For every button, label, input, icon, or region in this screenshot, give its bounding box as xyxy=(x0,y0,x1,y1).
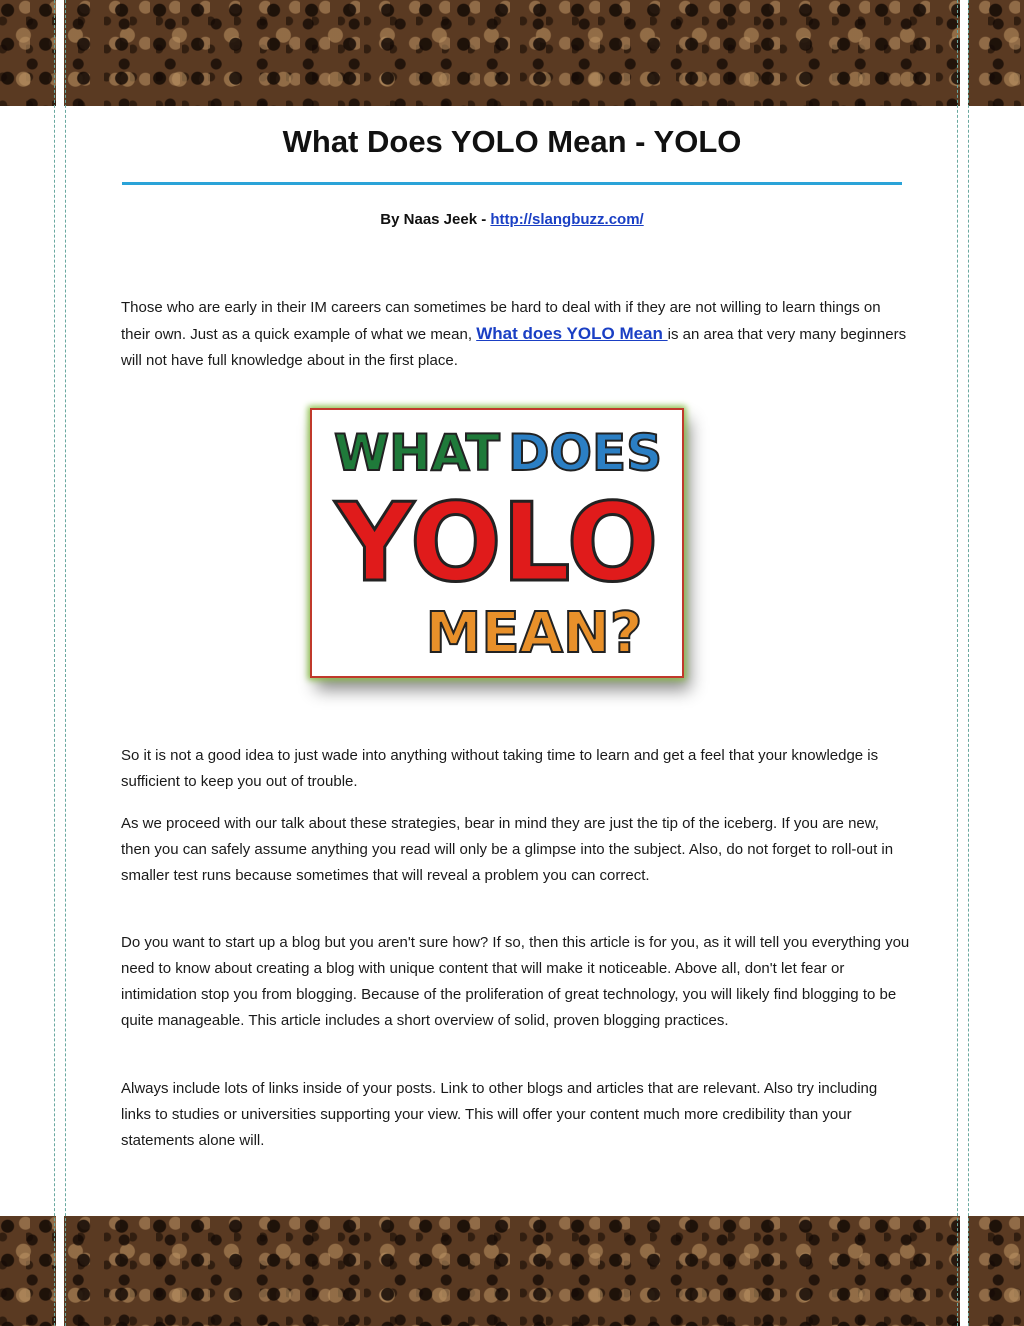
right-margin-strip xyxy=(960,0,968,1326)
graphic-word-yolo: YOLO xyxy=(335,481,659,606)
yolo-graphic xyxy=(312,410,682,676)
page-title: What Does YOLO Mean - YOLO xyxy=(282,124,742,159)
left-inner-dashed-line xyxy=(65,0,66,1326)
intro-text-before: Those who are early in their IM careers can sometimes be hard to deal with if they are not willing to learn things on their own. Just as a quick example of what we mean, xyxy=(121,299,881,343)
right-dashed-line xyxy=(968,0,969,1326)
intro-paragraph xyxy=(121,295,911,374)
byline-author: By Naas Jeek - xyxy=(380,211,491,228)
decorative-bottom-border xyxy=(0,1216,1024,1326)
graphic-word-what: WHAT xyxy=(334,424,500,482)
left-margin-strip xyxy=(56,0,64,1326)
left-dashed-line xyxy=(54,0,55,1326)
right-inner-dashed-line xyxy=(957,0,958,1326)
article-image xyxy=(310,408,684,678)
graphic-word-mean: MEAN? xyxy=(425,601,643,666)
byline xyxy=(0,211,1024,228)
inline-link-yolo[interactable]: What does YOLO Mean xyxy=(476,324,668,343)
graphic-word-does: DOES xyxy=(508,424,663,482)
body-paragraph-1: So it is not a good idea to just wade into anything without taking time to learn and get a feel that your knowledge is sufficient to keep you out of trouble. xyxy=(121,747,879,790)
title-divider xyxy=(122,182,902,185)
byline-link[interactable]: http://slangbuzz.com/ xyxy=(490,211,644,228)
intro-text-after: is an area that very many beginners will not have full knowledge about in the first place. xyxy=(121,326,907,369)
body-paragraph-2: As we proceed with our talk about these strategies, bear in mind they are just the tip of the iceberg. If you are new, then you can safely assume anything you read will only be a glimpse into the subject. Also, do not forget to roll-out in smaller test runs because sometimes that will reveal a problem you can correct. xyxy=(121,815,894,884)
body-paragraph-4: Always include lots of links inside of your posts. Link to other blogs and articles that are relevant. Also try including links to studies or universities supporting your view. This will offer your content much more credibility than your statements alone will. xyxy=(121,1080,878,1149)
decorative-top-border xyxy=(0,0,1024,106)
body-paragraph-3: Do you want to start up a blog but you aren't sure how? If so, then this article is for you, as it will tell you everything you need to know about creating a blog with unique content that will make it noticeable. Above all, don't let fear or intimidation stop you from blogging. Because of the proliferation of great technology, you will likely find blogging to be quite manageable. This article includes a short overview of solid, proven blogging practices. xyxy=(121,934,910,1029)
